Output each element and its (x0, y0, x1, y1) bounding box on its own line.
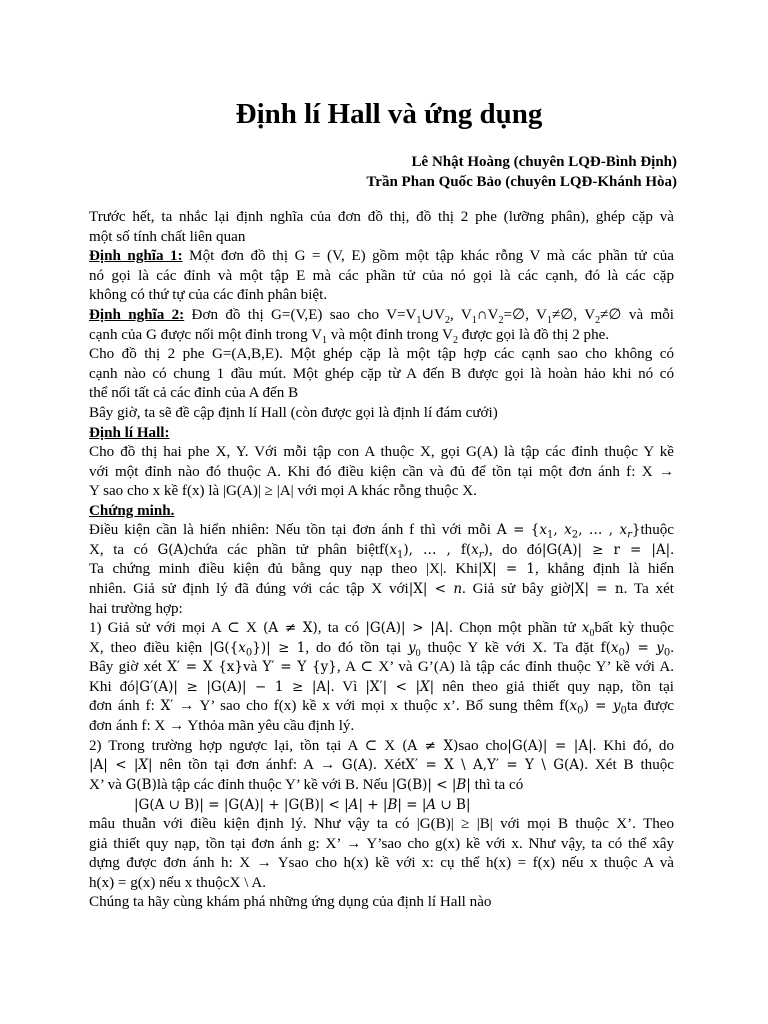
case2-line-5: giả thiết quy nạp, tồn tại đơn ánh g: X’ → Y’sao cho g(x) kề với x. Như vậy, ta có thể xây (89, 836, 674, 852)
case2-line-4: mâu thuẫn với điều kiện định lý. Như vậy ta có |G(B)| ≥ |B| với mọi B thuộc X’. Theo (89, 816, 674, 832)
case1-line-6: đơn ánh f: X → Ythỏa mãn yêu cầu định lý. (89, 718, 355, 734)
case1-line-1: 1) Giả sử với mọi A ⊂ X (A ≠ X), ta có |G(A)| > |A|. Chọn một phần tử $x_0bất$ kỳ thuộc (89, 620, 675, 640)
page-title: Định lí Hall và ứng dụng (235, 98, 543, 130)
theorem-line-3: Y sao cho x kề f(x) là |G(A)| ≥ |A| với mọi A khác rỗng thuộc X. (89, 483, 477, 499)
proof-label: Chứng minh. (89, 503, 175, 519)
author-line-1: Lê Nhật Hoàng (chuyên LQĐ-Bình Định) (411, 154, 677, 170)
def2-line-2: cạnh của G được nối một đỉnh trong $V_1$ và một đỉnh trong $V_2$ được gọi là đồ thị 2 phe. (89, 327, 610, 347)
intro-line-1: Trước hết, ta nhắc lại định nghĩa của đơn đồ thị, đồ thị 2 phe (lưỡng phân), ghép cặp và (89, 209, 674, 225)
case1-line-3: Bây giờ xét X′ = X {x}và Y′ = Y {y}, A ⊂ X’ và G’(A) là tập các đỉnh thuộc Y’ kề với A. (89, 659, 674, 675)
proof-line-5: hai trường hợp: (89, 601, 183, 617)
case2-line-2: |A| < |X| nên tồn tại đơn ánhf: A → G(A). XétX′ = X \ A,Y′ = Y \ G(A). Xét B thuộc (89, 757, 674, 773)
def2-line-3: Cho đồ thị 2 phe G=(A,B,E). Một ghép cặp là một tập hợp các cạnh sao cho không có (89, 346, 674, 362)
intro-line-2: một số tính chất liên quan (89, 229, 246, 245)
def2-line-1: Định nghĩa 2: Đơn đồ thị G=(V,E) sao cho $V=V_1\cup V_2$, $V_1\cap V_2=\emptyset$, $V_1\ne\emptyset$, $V_2\ne\emptyset$ và mỗi (89, 307, 674, 327)
lead-in: Bây giờ, ta sẽ đề cập định lí Hall (còn được gọi là định lí đám cưới) (89, 405, 498, 421)
case1-line-2: X, theo điều kiện $|G(\{x_0\})| \ge 1$, do đó tồn tại $y_0$ thuộc Y kề với X. Ta đặt $f(x_0) = y_0$. (89, 640, 674, 660)
def1-label: Định nghĩa 1: (89, 248, 183, 264)
case1-line-5: đơn ánh f: X′ → Y’ sao cho f(x) kề x với mọi x thuộc x’. Bổ sung thêm $f(x_0) = y_0ta$ được (89, 698, 674, 717)
proof-line-2: X, ta có G(A)chứa các phần tử phân $biệtf(x_1)$, … , $f(x_r)$, do đó|G(A)| ≥ r = |A|. (89, 542, 674, 561)
def1-line-1: Định nghĩa 1: Một đơn đồ thị G = (V, E) gồm một tập khác rỗng V mà các phần tử của (89, 248, 674, 264)
def2-label: Định nghĩa 2: (89, 307, 185, 323)
def1-line-2: nó gọi là các đỉnh và một tập E mà các phần tử của nó gọi là các cạnh, đó là các cặp (89, 268, 674, 284)
theorem-label: Định lí Hall: (89, 425, 170, 441)
case2-line-7: h(x) = g(x) nếu x thuộcX \ A. (89, 875, 267, 891)
theorem-line-2: với một đỉnh nào đó thuộc A. Khi đó điều kiện cần và đủ để tồn tại một đơn ánh f: X → (89, 464, 674, 480)
def1-line-3: không có thứ tự của các đỉnh phân biệt. (89, 287, 328, 303)
proof-line-1: Điều kiện cần là hiển nhiên: Nếu tồn tại đơn ánh f thì với mỗi $A = \{x_1$, $x_2$, … , $x_r\}thuộc$ (89, 522, 674, 541)
proof-line-3: Ta chứng minh điều kiện đủ bằng quy nạp theo |X|. Khi|X| = 1, khẳng định là hiển (89, 561, 675, 577)
case2-line-1: 2) Trong trường hợp ngược lại, tồn tại A ⊂ X (A ≠ X)sao cho|G(A)| = |A|. Khi đó, do (89, 738, 675, 754)
def2-line-5: thể nối tất cả các đỉnh của A đến B (89, 385, 299, 401)
case1-line-4: Khi đó|G′(A)| ≥ |G(A)| − 1 ≥ |A|. Vì |X′| < |X| nên theo giả thiết quy nạp, tồn tại (89, 679, 674, 695)
case2-line-6: dựng được đơn ánh h: X → Ysao cho h(x) kề với x: cụ thể h(x) = f(x) nếu x thuộc A và (89, 855, 674, 871)
case2-line-3: X’ và G(B)là tập các đỉnh thuộc Y’ kề với B. Nếu |G(B)| < |B| thì ta có (89, 777, 524, 793)
case2-formula: |G(A ∪ B)| = |G(A)| + |G(B)| < |A| + |B| = |A ∪ B| (134, 797, 471, 813)
closing-line: Chúng ta hãy cùng khám phá những ứng dụng của định lí Hall nào (89, 894, 492, 910)
proof-line-4: nhiên. Giả sử định lý đã đúng với các tập X với|X| < n. Giả sử bây giờ|X| = n. Ta xét (89, 581, 674, 597)
author-line-2: Trần Phan Quốc Bảo (chuyên LQĐ-Khánh Hòa) (366, 174, 677, 190)
def2-line-4: cạnh nào có chung 1 đầu mút. Một ghép cặp từ A đến B được gọi là hoàn hảo khi nó có (89, 366, 674, 382)
theorem-line-1: Cho đồ thị hai phe X, Y. Với mỗi tập con A thuộc X, gọi G(A) là tập các đỉnh thuộc Y kề (89, 444, 674, 460)
